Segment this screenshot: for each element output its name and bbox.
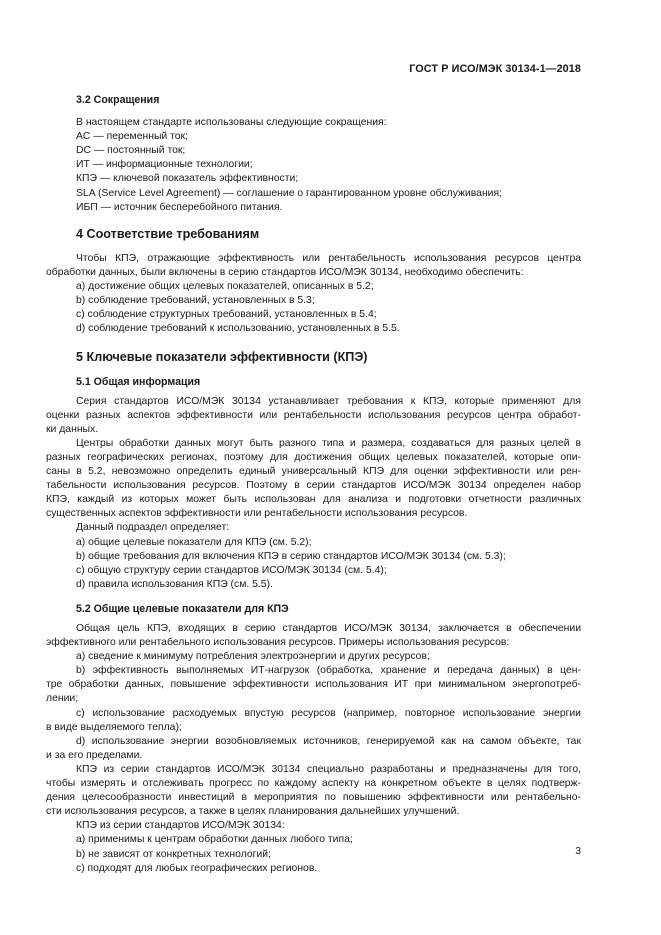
section-5-2-list-item: a) сведение к минимуму потребления электроэнергии и других ресурсов;	[76, 651, 430, 663]
section-5-1-list-item: b) общие требования для включения КПЭ в серию стандартов ИСО/МЭК 30134 (см. 5.3);	[76, 550, 506, 562]
section-4-list-item: a) достижение общих целевых показателей, описанных в 5.2;	[76, 281, 374, 293]
abbrev-item: КПЭ — ключевой показатель эффективности;	[76, 173, 299, 185]
abbrev-item: AC — переменный ток;	[76, 131, 188, 143]
section-4-list-item: b) соблюдение требований, установленных в 5.3;	[76, 295, 315, 307]
section-5-1-text: Серия стандартов ИСО/МЭК 30134 устанавливает требования к КПЭ, которые применяют для	[76, 395, 581, 407]
section-5-2-list-item: b) не зависят от конкретных технологий;	[76, 848, 271, 860]
section-5-1-text: ки данных.	[46, 423, 99, 435]
section-5-1-text: существенных аспектов эффективности или рентабельности использования ресурсов.	[46, 508, 468, 520]
section-5-1-title: 5.1 Общая информация	[76, 375, 201, 388]
section-5-2-text: сти использования ресурсов, а также в целях планирования дальнейших улучшений.	[46, 806, 460, 818]
section-5-1-text: саны в 5.2, невозможно определить единый универсальный КПЭ для оценки эффективности или рен-	[46, 466, 581, 478]
section-4-list-item: c) соблюдение структурных требований, установленных в 5.4;	[76, 309, 377, 321]
section-5-1-text: Центры обработки данных могут быть разного типа и размера, создаваться для разных целей в	[76, 437, 581, 449]
section-5-1-text: Данный подраздел определяет:	[76, 522, 230, 534]
section-5-2-title: 5.2 Общие целевые показатели для КПЭ	[76, 602, 289, 615]
section-5-2-text: чтобы измерять и отслеживать прогресс по каждому аспекту на конкретном объекте в целях подтверж-	[46, 778, 581, 790]
section-5-1-list-item: a) общие целевые показатели для КПЭ (см. 5.2);	[76, 536, 312, 548]
section-5-1-list-item: c) общую структуру серии стандартов ИСО/МЭК 30134 (см. 5.4);	[76, 564, 387, 576]
section-5-2-list-item: d) использование энергии возобновляемых источников, генерируемой как на самом объекте, так	[76, 735, 581, 747]
section-5-2-text: Общая цель КПЭ, входящих в серию стандартов ИСО/МЭК 30134, заключается в обеспечении	[76, 623, 581, 634]
section-3-2-title: 3.2 Сокращения	[76, 94, 160, 106]
section-4-text: Чтобы КПЭ, отражающие эффективность или рентабельность использования ресурсов центра	[76, 252, 581, 264]
section-5-1-text: табельности использования ресурсов. Поэтому в серии стандартов ИСО/МЭК 30134 определен набор	[46, 480, 581, 492]
section-5-2-text: КПЭ из серии стандартов ИСО/МЭК 30134 специально разработаны и предназначены для того,	[76, 763, 581, 775]
section-5-title: 5 Ключевые показатели эффективности (КПЭ)	[76, 350, 368, 365]
section-5-2-text: дения целесообразности инвестиций в мероприятия по повышению эффективности или рентабельно-	[46, 792, 581, 804]
abbrev-item: ИБП — источник бесперебойного питания.	[76, 201, 283, 213]
abbrev-item: DC — постоянный ток;	[76, 145, 186, 157]
section-5-1-text: разных географических регионах, поэтому для достижения общих целевых показателей, которые опи-	[46, 451, 581, 463]
abbrev-item: ИТ — информационные технологии;	[76, 159, 253, 171]
section-5-2-list-item: лении;	[46, 693, 79, 705]
abbrev-intro: В настоящем стандарте использованы следующие сокращения:	[76, 117, 387, 129]
section-5-1-list-item: d) правила использования КПЭ (см. 5.5).	[76, 578, 273, 590]
section-5-2-list-item: в виде выделяемого тепла);	[46, 721, 182, 733]
page-content	[46, 93, 581, 876]
section-5-2-list-item: c) подходят для любых географических регионов.	[76, 862, 318, 874]
section-5-2-list-item: c) использование расходуемых впустую ресурсов (например, повторное использование энергии	[76, 707, 581, 719]
section-5-2-list-item: тре обработки данных, повышение эффективности использования ИТ при минимальном энергопотреб-	[46, 679, 581, 691]
section-5-2-list-item: a) применимы к центрам обработки данных любого типа;	[76, 834, 353, 846]
standard-designation: ГОСТ Р ИСО/МЭК 30134-1—2018	[409, 63, 581, 75]
section-4-title: 4 Соответствие требованиям	[76, 226, 260, 241]
section-5-2-list-item: и за его пределами.	[46, 749, 143, 761]
section-5-1-text: оценки разных аспектов эффективности или рентабельности использования ресурсов центра обработ-	[46, 409, 581, 421]
section-5-2-list-item: b) эффективность выполняемых ИТ-нагрузок (обработка, хранение и передача данных) в цен-	[76, 665, 581, 677]
section-5-2-text: эффективного или рентабельного использования ресурсов. Примеры использования ресурсов:	[46, 637, 510, 649]
section-5-1-text: КПЭ, каждый из которых может быть использован для анализа и подготовки отчетности различных	[46, 494, 581, 506]
section-4-list-item: d) соблюдение требований к использованию, установленных в 5.5.	[76, 323, 400, 335]
page-number: 3	[575, 846, 581, 857]
section-4-text: обработки данных, были включены в серию стандартов ИСО/МЭК 30134, необходимо обеспечить:	[46, 266, 524, 278]
section-5-2-text: КПЭ из серии стандартов ИСО/МЭК 30134:	[76, 820, 285, 832]
abbrev-item: SLA (Service Level Agreement) — соглашение о гарантированном уровне обслуживания;	[76, 187, 502, 199]
